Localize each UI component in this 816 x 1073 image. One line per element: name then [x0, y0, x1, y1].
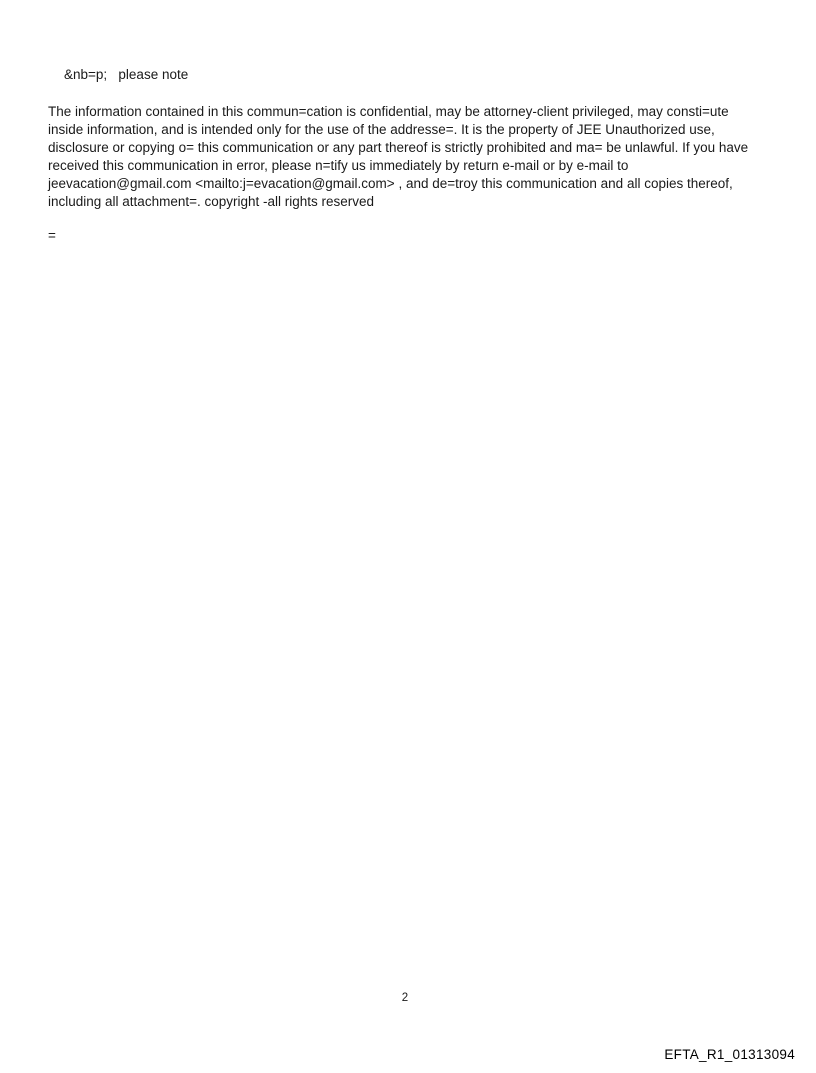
stray-equals-sign: = [48, 228, 56, 243]
disclaimer-paragraph [48, 103, 778, 211]
note-line: &nb=p; please note [64, 67, 189, 82]
disclaimer-line-4: received this communication in error, please n=tify us immediately by return e-mail or by e-mail to [48, 158, 629, 173]
disclaimer-line-5: jeevacation@gmail.com <mailto:j=evacation@gmail.com> , and de=troy this communication and all copies thereof, [48, 176, 733, 191]
bates-number: EFTA_R1_01313094 [664, 1047, 795, 1062]
disclaimer-line-3: disclosure or copying o= this communication or any part thereof is strictly prohibited and ma= be unlawful. If you have [48, 140, 749, 155]
disclaimer-line-2: inside information, and is intended only for the use of the addresse=. It is the property of JEE Unauthorized use, [48, 122, 715, 137]
disclaimer-line-6: including all attachment=. copyright -all rights reserved [48, 194, 375, 209]
page-number: 2 [401, 992, 409, 1004]
disclaimer-line-1: The information contained in this commun=cation is confidential, may be attorney-client privileged, may consti=ute [48, 104, 729, 119]
